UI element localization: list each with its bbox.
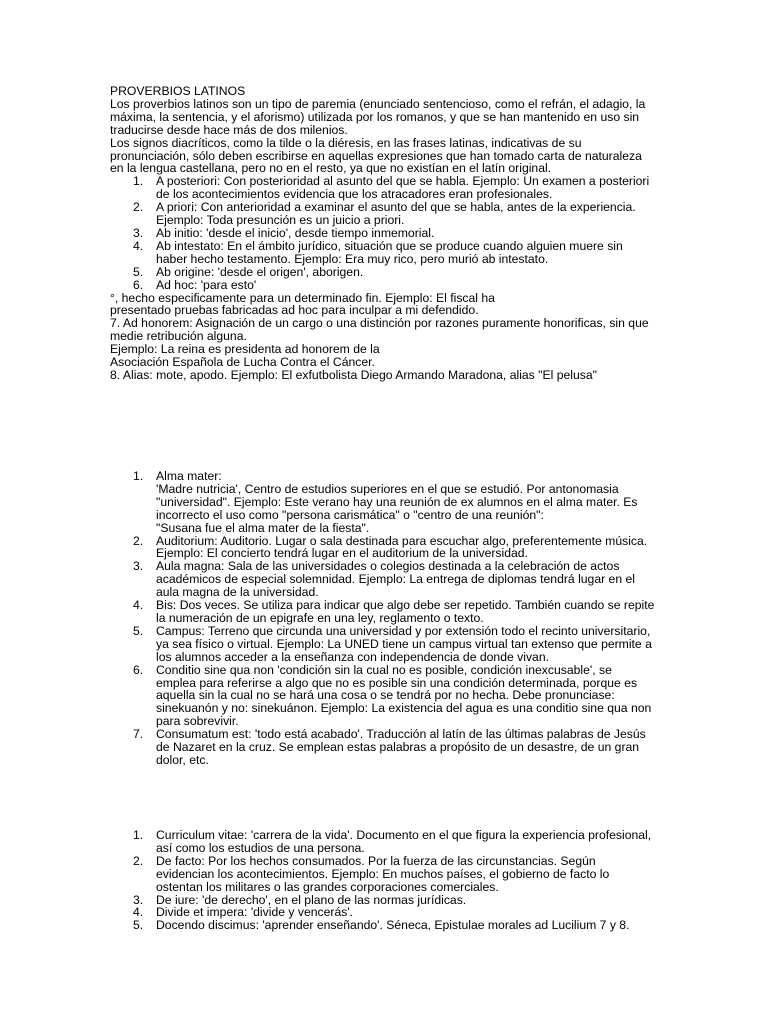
list-item-text: De facto: Por los hechos consumados. Por la fuerza de las circunstancias. Según evidencian los acontecimientos. Ejemplo: En muchos países, el gobierno de facto lo ostentan los militares o las grandes corporaciones comerciales. xyxy=(156,853,610,894)
list-item-text: A posteriori: Con posterioridad al asunto del que se habla. Ejemplo: Un examen a posteriori de los acontecimientos evidencia que los atracadores eran profesionales. xyxy=(156,174,650,202)
trailing-line: 7. Ad honorem: Asignación de un cargo o una distinción por razones puramente honorificas, sin que medie retribución alguna. xyxy=(110,316,649,344)
list-item-text: De iure: 'de derecho', en el plano de las normas jurídicas. xyxy=(156,892,467,907)
list-item xyxy=(110,535,655,561)
list-item xyxy=(110,240,655,266)
list-item-text: Alma mater: xyxy=(156,469,222,483)
list-item-text: 'Madre nutricia', Centro de estudios superiores en el que se estudió. Por antonomasia "universidad". Ejemplo: Este verano hay una reunión de ex alumnos en el alma mater. Es incorrecto el uso como "persona carismática" o "centro de una reunión": xyxy=(156,481,638,522)
list-number: 7. xyxy=(133,727,144,742)
list-item-text: Ab intestato: En el ámbito jurídico, situación que se produce cuando alguien muere sin haber hecho testamento. Ejemplo: Era muy rico, pero murió ab intestato. xyxy=(156,238,623,266)
list-item-text: Docendo discimus: 'aprender enseñando'. Séneca, Epistulae morales ad Lucilium 7 y 8. xyxy=(156,918,630,933)
list-number: 3. xyxy=(133,225,144,240)
list-number: 5. xyxy=(133,623,144,638)
list-item-text: A priori: Con anterioridad a examinar el asunto del que se habla, antes de la experiencia. Ejemplo: Toda presunción es un juicio a priori. xyxy=(156,200,636,228)
list-number: 3. xyxy=(133,559,144,574)
trailing-line: presentado pruebas fabricadas ad hoc para inculpar a mi defendido. xyxy=(110,303,479,318)
list-item xyxy=(110,919,655,932)
list-item xyxy=(110,560,655,599)
list-item-text: Campus: Terreno que circunda una universidad y por extensión todo el recinto universitario, ya sea físico o virtual. Ejemplo: La UNED tiene un campus virtual tan extenso que permite a los alumnos acceder a la enseñanza con independencia de donde vivan. xyxy=(156,623,652,664)
list-number: 5. xyxy=(133,918,144,933)
list-number: 6. xyxy=(133,662,144,677)
list-number: 1. xyxy=(133,174,144,189)
list-number: 5. xyxy=(133,264,144,279)
list-number: 1. xyxy=(133,469,144,483)
list-number: 4. xyxy=(133,905,144,920)
list-number: 4. xyxy=(133,238,144,253)
list-item-text: Ab origine: 'desde el origen', aborigen. xyxy=(156,264,364,279)
list-item-text: Consumatum est: 'todo está acabado'. Traducción al latín de las últimas palabras de Jesús de Nazaret en la cruz. Se emplean estas palabras a propósito de un desastre, de un gran dolor, etc. xyxy=(156,727,646,767)
list-number: 6. xyxy=(133,277,144,292)
list-item xyxy=(110,664,655,729)
list-item xyxy=(110,728,655,767)
list-item xyxy=(110,279,655,292)
list-item xyxy=(110,855,655,894)
list-item xyxy=(110,175,655,201)
intro-paragraph-2: Los signos diacríticos, como la tilde o la diéresis, en las frases latinas, indicativas de su pronunciación, sólo deben escribirse en aquellas expresiones que han tomado carta de naturaleza en la lengua castellana, pero no en el resto, ya que no existían en el latín original. xyxy=(110,135,642,176)
trailing-line: Asociación Española de Lucha Contra el Cáncer. xyxy=(110,355,375,370)
list-number: 3. xyxy=(133,892,144,907)
list-item-text: Bis: Dos veces. Se utiliza para indicar que algo debe ser repetido. También cuando se repite la numeración de un epigrafe en una ley, reglamento o texto. xyxy=(156,598,655,625)
list-item-text: Divide et impera: 'divide y vencerás'. xyxy=(156,905,354,920)
list-number: 1. xyxy=(133,828,144,842)
list-number: 2. xyxy=(133,200,144,215)
list-item-text: "Susana fue el alma mater de la fiesta". xyxy=(156,520,370,535)
intro-paragraph-1: Los proverbios latinos son un tipo de paremia (enunciado sentencioso, como el refrán, el adagio, la máxima, la sentencia, y el aforismo) utilizada por los romanos, y que se han mantenido en uso sin traducirse desde hace más de dos milenios. xyxy=(110,96,646,137)
list-item-text: Ad hoc: 'para esto' xyxy=(156,277,257,292)
list-item xyxy=(110,829,655,855)
proverb-section-2 xyxy=(110,470,655,767)
document-title: PROVERBIOS LATINOS xyxy=(110,84,246,98)
list-item xyxy=(110,470,655,535)
trailing-line: °, hecho especificamente para un determinado fin. Ejemplo: El fiscal ha xyxy=(110,290,495,305)
trailing-line: 8. Alias: mote, apodo. Ejemplo: El exfutbolista Diego Armando Maradona, alias "El pelusa" xyxy=(110,367,597,382)
proverb-list-1 xyxy=(110,175,655,291)
list-item xyxy=(110,201,655,227)
list-number: 4. xyxy=(133,598,144,613)
list-item-text: Conditio sine qua non 'condición sin la cual no es posible, condición inexcusable', se emplea para referirse a algo que no es posible sin una condición determinada, porque es aquella sin la cual no se hará una cosa o se tendrá por no hecha. Debe pronunciase: sinekuanón y no: sinekuánon. Ejemplo: La existencia del agua es una conditio sine qua non para sobrevivir. xyxy=(156,662,652,729)
list-number: 2. xyxy=(133,853,144,868)
proverb-list-3 xyxy=(110,829,655,932)
list-item xyxy=(110,599,655,625)
list-item-text: Curriculum vitae: 'carrera de la vida'. Documento en el que figura la experiencia profesional, así como los estudios de una persona. xyxy=(156,828,652,855)
intro-section xyxy=(110,85,655,382)
list-item-text: Auditorium: Auditorio. Lugar o sala destinada para escuchar algo, preferentemente música. Ejemplo: El concierto tendrá lugar en el auditorium de la universidad. xyxy=(156,533,648,561)
trailing-line: Ejemplo: La reina es presidenta ad honorem de la xyxy=(110,342,380,357)
list-item xyxy=(110,625,655,664)
list-item-text: Aula magna: Sala de las universidades o colegios destinada a la celebración de actos académicos de especial solemnidad. Ejemplo: La entrega de diplomas tendrá lugar en el aula magna de la universidad. xyxy=(156,559,635,600)
proverb-list-2 xyxy=(110,470,655,767)
list-number: 2. xyxy=(133,533,144,548)
list-item-text: Ab initio: 'desde el inicio', desde tiempo inmemorial. xyxy=(156,225,435,240)
proverb-section-3 xyxy=(110,829,655,932)
